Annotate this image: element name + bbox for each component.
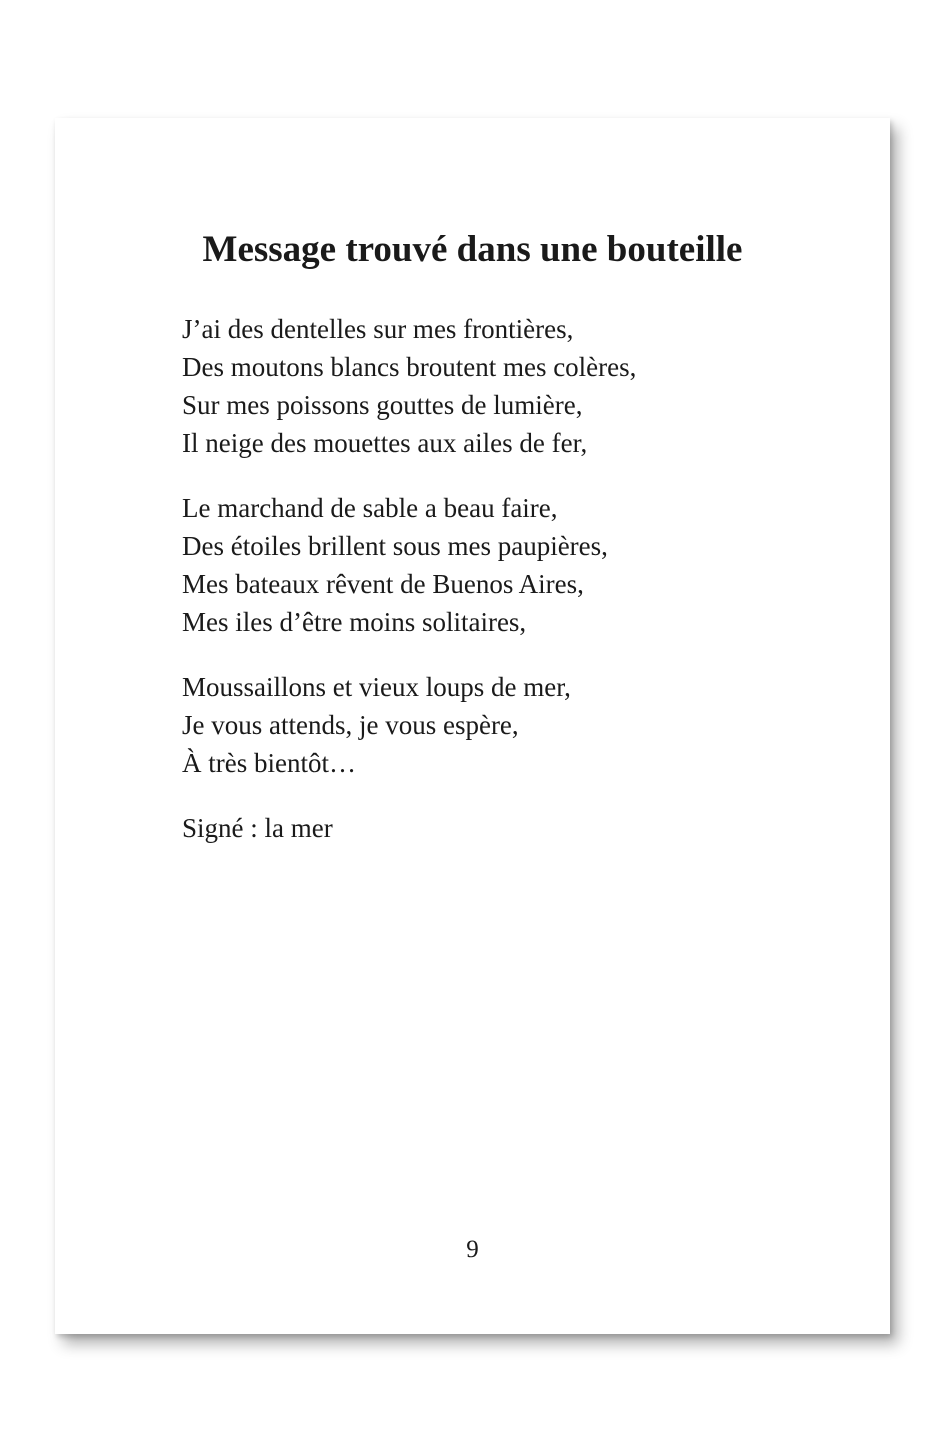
poem-line: Il neige des mouettes aux ailes de fer,	[182, 428, 588, 458]
poem-body	[182, 310, 832, 847]
poem-line: Mes bateaux rêvent de Buenos Aires,	[182, 569, 584, 599]
poem-line: J’ai des dentelles sur mes frontières,	[182, 314, 574, 344]
book-page	[55, 118, 890, 1334]
poem-line: Mes iles d’être moins solitaires,	[182, 607, 527, 637]
stanza-2	[182, 489, 832, 641]
poem-line: Le marchand de sable a beau faire,	[182, 493, 558, 523]
stanza-3	[182, 668, 832, 782]
page-number: 9	[466, 1236, 479, 1263]
poem-line: Des moutons blancs broutent mes colères,	[182, 352, 637, 382]
poem-signature: Signé : la mer	[182, 813, 333, 843]
poem-line: Je vous attends, je vous espère,	[182, 710, 519, 740]
poem-line: Des étoiles brillent sous mes paupières,	[182, 531, 608, 561]
poem-line: À très bientôt…	[182, 748, 356, 778]
poem-line: Moussaillons et vieux loups de mer,	[182, 672, 571, 702]
poem-line: Sur mes poissons gouttes de lumière,	[182, 390, 583, 420]
poem-title: Message trouvé dans une bouteille	[202, 229, 743, 270]
stanza-1	[182, 310, 832, 462]
